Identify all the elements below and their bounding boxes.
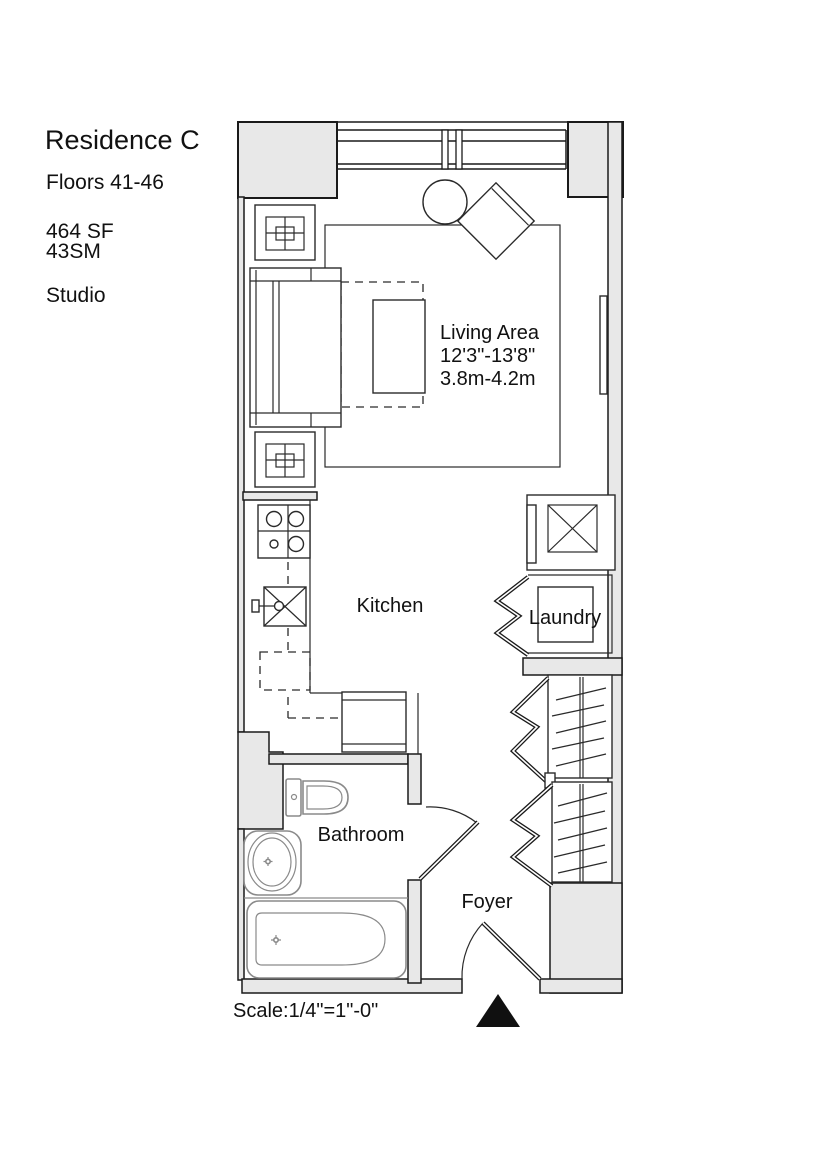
kitchen-label: Kitchen bbox=[356, 595, 424, 617]
window-band bbox=[337, 130, 566, 169]
burner-icon bbox=[270, 540, 278, 548]
upper-cabinet-dashed bbox=[260, 652, 310, 690]
column-block-top-left bbox=[238, 122, 337, 198]
toilet bbox=[286, 779, 348, 816]
coffee-table bbox=[373, 300, 425, 393]
info-panel bbox=[45, 125, 200, 307]
bottom-wall-right bbox=[540, 979, 622, 993]
side-table-lamp-bottom bbox=[255, 432, 315, 487]
living-dim-imperial-label: 12'3"-13'8" bbox=[440, 345, 536, 367]
bathroom-door bbox=[420, 807, 478, 879]
round-table bbox=[423, 180, 467, 224]
laundry-closet-divider-wall bbox=[523, 658, 622, 675]
living-dim-metric-label: 3.8m-4.2m bbox=[440, 368, 536, 390]
burner-icon bbox=[289, 537, 304, 552]
bathroom-right-wall-lower bbox=[408, 880, 421, 983]
entry-door bbox=[462, 923, 540, 979]
sofa bbox=[250, 268, 341, 427]
stove bbox=[258, 505, 310, 558]
accent-chair bbox=[458, 183, 534, 259]
window-mullion bbox=[456, 130, 462, 169]
floors-label: Floors 41-46 bbox=[46, 171, 164, 194]
left-wall-column bbox=[238, 732, 283, 829]
bathroom-right-wall-upper bbox=[408, 754, 421, 804]
kitchen-sink bbox=[252, 587, 306, 626]
door-swing-arc bbox=[462, 923, 483, 979]
burner-icon bbox=[289, 512, 304, 527]
tv-panel bbox=[600, 296, 607, 394]
faucet-icon bbox=[275, 602, 284, 611]
window-mullion bbox=[442, 130, 448, 169]
refrigerator bbox=[342, 692, 406, 752]
bathroom-top-wall bbox=[269, 754, 408, 764]
mechanical-shaft bbox=[527, 495, 615, 570]
burner-icon bbox=[267, 512, 282, 527]
bathroom-label: Bathroom bbox=[317, 824, 405, 846]
bathtub bbox=[247, 901, 406, 978]
laundry-label: Laundry bbox=[528, 607, 602, 629]
bathroom-sink bbox=[244, 831, 301, 895]
north-arrow-icon bbox=[476, 994, 520, 1027]
foyer-east-wall-block bbox=[550, 883, 622, 993]
unit-type-label: Studio bbox=[46, 284, 106, 307]
kitchen-partition-stub bbox=[243, 492, 317, 500]
living-area-label: Living Area bbox=[440, 322, 539, 344]
door-swing-arc bbox=[426, 807, 477, 823]
residence-title: Residence C bbox=[45, 125, 200, 155]
left-wall-upper bbox=[238, 197, 244, 732]
area-sm-label: 43SM bbox=[46, 240, 101, 263]
area-sf-label: 464 SF bbox=[46, 220, 114, 243]
bottom-wall-left bbox=[242, 979, 462, 993]
left-wall-lower bbox=[238, 829, 244, 980]
side-table-lamp-top bbox=[255, 205, 315, 260]
closet-upper bbox=[513, 675, 612, 783]
foyer-label: Foyer bbox=[461, 891, 513, 913]
closet-lower bbox=[513, 782, 612, 886]
scale-note: Scale:1/4"=1"-0" bbox=[233, 1000, 379, 1022]
